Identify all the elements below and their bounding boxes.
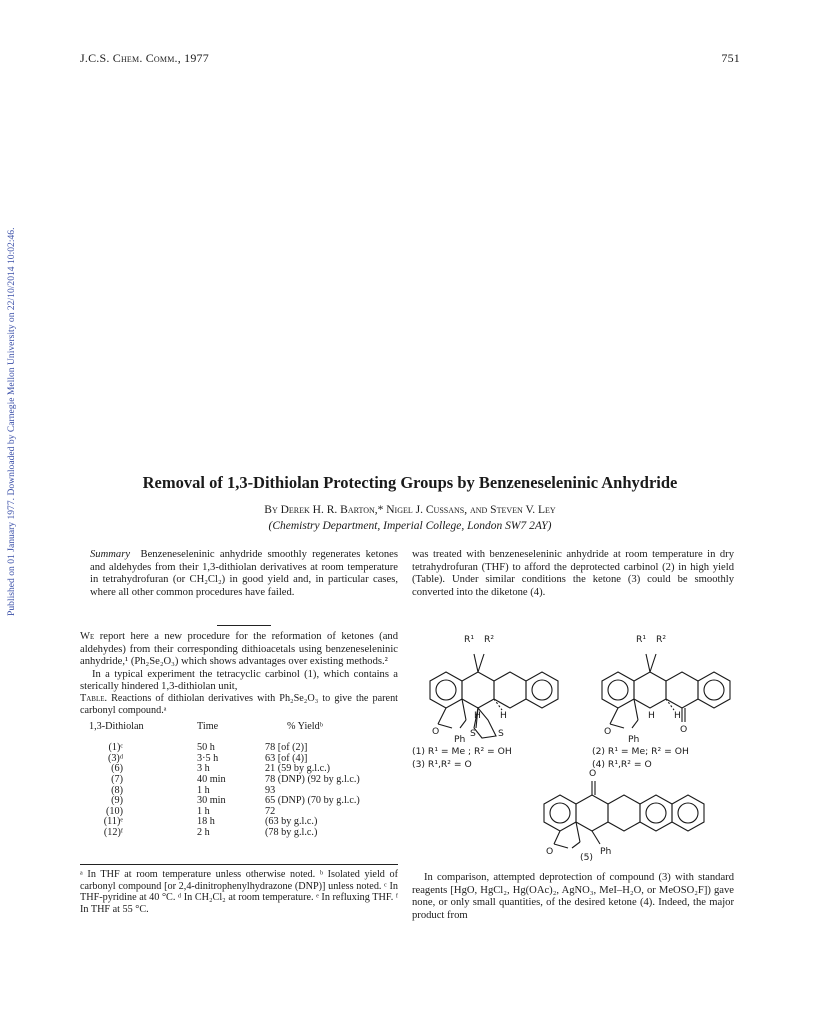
atom-label-h: H bbox=[500, 710, 507, 721]
summary-text: Benzeneseleninic anhydride smoothly regenerates ketones and aldehydes from their 1,3-dithiolan derivatives at room temperature in tetrahydrofuran (or CH₂Cl₂) in good yield and, in particular cases, where all other common procedures have failed. bbox=[90, 549, 398, 598]
table-cell-compound: (1)ᶜ bbox=[108, 742, 123, 754]
results-table bbox=[89, 721, 440, 839]
provenance-text: Published on 01 January 1977. Downloaded by Carnegie Mellon University on 22/10/2014 10:02:46. bbox=[6, 227, 17, 616]
table-cell-yield: 93 bbox=[265, 784, 276, 796]
right-bottom-paragraph: In comparison, attempted deprotection of compound (3) with standard reagents [HgO, HgCl₂, Hg(OAc)₂, AgNO₃, MeI–H₂O, or MeOSO₂F]) gave none, or only small quantities, of the desired ketone (4). Indeed, the major product from bbox=[412, 872, 734, 921]
table-header-cell: 1,3-Dithiolan bbox=[89, 721, 144, 732]
structure-1-3 bbox=[430, 654, 558, 738]
atom-label-ph: Ph bbox=[628, 734, 640, 745]
table-cell-yield: 78 [of (2)] bbox=[265, 742, 308, 754]
compound-label-2: (2) R¹ = Me; R² = OH bbox=[592, 746, 689, 757]
structure-2-4 bbox=[602, 654, 730, 728]
atom-label-o: O bbox=[604, 726, 612, 737]
table-header-cell: Time bbox=[197, 721, 219, 732]
table-cell-compound: (3)ᵈ bbox=[107, 752, 123, 764]
table-cell-yield: 78 (DNP) (92 by g.l.c.) bbox=[265, 773, 360, 785]
atom-label-r1: R¹ bbox=[464, 634, 475, 645]
table-cell-time: 3 h bbox=[197, 763, 210, 775]
atom-label-s: S bbox=[470, 728, 476, 739]
atom-label-r2: R² bbox=[484, 634, 495, 645]
table-row bbox=[89, 796, 437, 807]
compound-label-5: (5) bbox=[580, 852, 594, 863]
table-cell-yield: (78 by g.l.c.) bbox=[265, 826, 318, 838]
table-cell-time: 50 h bbox=[197, 742, 215, 754]
table-cell-time: 18 h bbox=[197, 816, 215, 828]
table-row bbox=[89, 828, 437, 839]
table-label: Table. bbox=[80, 693, 108, 704]
table-cell-compound: (6) bbox=[111, 763, 123, 775]
table-header-row bbox=[89, 722, 437, 733]
table-cell-yield: 63 [of (4)] bbox=[265, 752, 308, 764]
table-bottom-rule bbox=[80, 864, 398, 865]
table-cell-time: 3·5 h bbox=[197, 752, 219, 764]
atom-label-h: H bbox=[648, 710, 655, 721]
drop-lead: We bbox=[80, 631, 95, 642]
right-intro-text: was treated with benzeneseleninic anhydride at room temperature in dry tetrahydrofuran (THF) to afford the deprotected carbinol (2) in high yield (Table). Under similar conditions the ketone (3) could be smoothly converted into the diketone (4). bbox=[412, 549, 734, 598]
table-cell-compound: (7) bbox=[111, 773, 123, 785]
table-cell-yield: 65 (DNP) (70 by g.l.c.) bbox=[265, 795, 360, 807]
table-cell-time: 1 h bbox=[197, 805, 210, 817]
atom-label-o: O bbox=[432, 726, 440, 737]
body-paragraph-1 bbox=[80, 631, 398, 669]
section-rule bbox=[217, 625, 271, 626]
atom-label-o: O bbox=[680, 724, 688, 735]
atom-label-h: H bbox=[474, 710, 481, 721]
table-row bbox=[89, 817, 437, 828]
atom-label-o: O bbox=[546, 846, 554, 857]
summary-label: Summary bbox=[90, 549, 131, 560]
compound-label-4: (4) R¹,R² = O bbox=[592, 759, 652, 770]
table-caption bbox=[80, 693, 398, 716]
article-title: Removal of 1,3-Dithiolan Protecting Groups by Benzeneseleninic Anhydride bbox=[142, 473, 678, 492]
atom-label-ph: Ph bbox=[600, 846, 612, 857]
table-cell-compound: (9) bbox=[111, 795, 123, 807]
table-cell-yield: 72 bbox=[265, 805, 276, 817]
table-cell-time: 1 h bbox=[197, 784, 210, 796]
author-line: By Derek H. R. Barton,* Nigel J. Cussans, and Steven V. Ley bbox=[264, 504, 556, 516]
table-cell-yield: (63 by g.l.c.) bbox=[265, 816, 318, 828]
structure-figure bbox=[404, 628, 744, 864]
right-column-intro bbox=[412, 549, 734, 599]
body-paragraph-1-text: report here a new procedure for the reformation of ketones (and aldehydes) from their corresponding dithioacetals using benzeneseleninic anhydride,¹ (Ph₂Se₂O₃) which shows advantages over existing methods.² bbox=[80, 631, 398, 668]
atom-label-ph: Ph bbox=[454, 734, 466, 745]
atom-label-r2: R² bbox=[656, 634, 667, 645]
body-paragraph-2: In a typical experiment the tetracyclic carbinol (1), which contains a sterically hindered 1,3-dithiolan unit, bbox=[80, 668, 398, 693]
download-provenance-note bbox=[2, 190, 24, 620]
running-header-journal: J.C.S. Chem. Comm., 1977 bbox=[80, 51, 209, 65]
table-row bbox=[89, 807, 437, 818]
table-row bbox=[89, 775, 437, 786]
atom-label-s: S bbox=[498, 728, 504, 739]
table-cell-compound: (8) bbox=[111, 784, 123, 796]
table-row bbox=[89, 754, 437, 765]
summary-paragraph bbox=[90, 549, 398, 599]
body-text bbox=[80, 631, 398, 694]
table-row bbox=[89, 743, 437, 754]
table-caption-text: Reactions of dithiolan derivatives with Ph₂Se₂O₃ to give the parent carbonyl compound.ᵃ bbox=[80, 693, 398, 716]
affiliation-line: (Chemistry Department, Imperial College, London SW7 2AY) bbox=[268, 520, 552, 532]
atom-label-h: H bbox=[674, 710, 681, 721]
table-footnotes: ᵃ In THF at room temperature unless otherwise noted. ᵇ Isolated yield of carbonyl compound [or 2,4-dinitrophenylhydrazone (DNP)] unless noted. ᶜ In THF-pyridine at 40 °C. ᵈ In CH₂Cl₂ at room temperature. ᵉ In refluxing THF. ᶠ In THF at 55 °C. bbox=[80, 869, 398, 915]
compound-label-3: (3) R¹,R² = O bbox=[412, 759, 472, 770]
table-row bbox=[89, 764, 437, 775]
table-cell-compound: (10) bbox=[106, 805, 123, 817]
structure-5 bbox=[544, 781, 704, 848]
table-cell-time: 30 min bbox=[197, 795, 226, 807]
atom-label-r1: R¹ bbox=[636, 634, 647, 645]
table-cell-time: 2 h bbox=[197, 826, 210, 838]
table-cell-time: 40 min bbox=[197, 773, 226, 785]
table-header-cell: % Yieldᵇ bbox=[287, 721, 323, 732]
atom-label-o: O bbox=[589, 768, 597, 779]
compound-label-1: (1) R¹ = Me ; R² = OH bbox=[412, 746, 512, 757]
table-row bbox=[89, 786, 437, 797]
page-number: 751 bbox=[721, 51, 740, 65]
table-cell-compound: (12)ᶠ bbox=[103, 826, 123, 838]
table-cell-yield: 21 (59 by g.l.c.) bbox=[265, 763, 331, 775]
table-cell-compound: (11)ᵉ bbox=[103, 816, 123, 828]
